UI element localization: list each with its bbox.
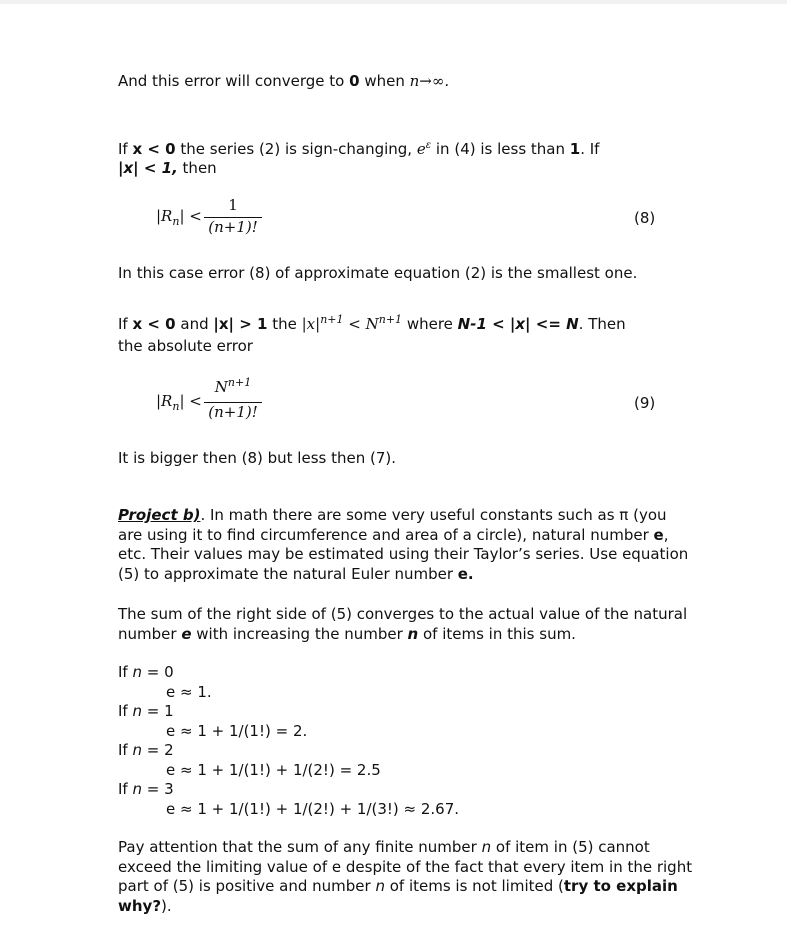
e-bold-italic: e <box>181 624 192 643</box>
equation-8: $|R_n|$ < 1 (n+1)! <box>156 198 276 242</box>
e-epsilon: $e^\varepsilon$ <box>416 140 432 158</box>
eq8-denominator: (n+1)! <box>208 218 258 236</box>
case-result: e ≈ 1 + 1/(1!) + 1/(2!) = 2.5 <box>166 761 381 779</box>
sign-changing-line <box>118 136 599 159</box>
convergence-line <box>118 71 449 91</box>
text: And this error will converge to <box>118 72 350 90</box>
eq8-numerator: 1 <box>228 196 238 214</box>
case-line: In this case error (8) of approximate equation (2) is the smallest one. <box>118 264 638 282</box>
text: If <box>118 140 133 158</box>
e-bold: e <box>653 525 664 544</box>
equation-9: $|R_n|$ < $N^{n+1}$ (n+1)! <box>156 376 276 424</box>
explain-bold: try to explain why? <box>118 877 678 915</box>
large-x-line: If x < 0 and |x| > 1 the $|x|^{n+1} < N^{n+1}$ where N-1 < |x| <= N. Then <box>118 313 626 333</box>
condition-bold: x < 0 <box>132 315 176 333</box>
abs-condition-line <box>118 158 217 178</box>
text: in (4) is less than <box>431 140 570 158</box>
top-border <box>0 0 787 4</box>
case-condition: If n = 3 <box>118 780 174 798</box>
case-condition: If n = 2 <box>118 741 174 759</box>
abs-condition-bold: |x| < 1, <box>118 159 178 177</box>
case-result: e ≈ 1. <box>166 683 212 701</box>
equation-8-label: (8) <box>634 209 656 227</box>
equation-9-label: (9) <box>634 394 656 412</box>
eq9-numerator: $N^{n+1}$ <box>214 376 252 396</box>
e-bold: e. <box>457 564 474 583</box>
case-result: e ≈ 1 + 1/(1!) = 2. <box>166 722 308 740</box>
absolute-error-line: the absolute error <box>118 337 253 355</box>
zero-bold: 0 <box>349 72 360 90</box>
case-condition: If n = 1 <box>118 702 174 720</box>
final-paragraph: Pay attention that the sum of any finite number n of item in (5) cannot exceed the limiting value of e despite of the fact that every item in the right part of (5) is positive and number n of items is not limited (try to explain why?). <box>118 838 693 915</box>
condition-bold: x < 0 <box>132 140 176 158</box>
eq9-denominator: (n+1)! <box>208 403 258 421</box>
abs-gt-bold: |x| > 1 <box>213 315 268 333</box>
project-title: Project b) <box>118 506 201 524</box>
case-result: e ≈ 1 + 1/(1!) + 1/(2!) + 1/(3!) ≈ 2.67. <box>166 800 460 818</box>
n-bold-italic: n <box>407 624 419 643</box>
n-range-bold: N-1 < |x| <= N <box>457 315 579 333</box>
text: when <box>359 72 410 90</box>
case-condition: If n = 0 <box>118 663 174 681</box>
text: then <box>177 159 217 177</box>
bigger-line: It is bigger then (8) but less then (7). <box>118 449 397 467</box>
power-inequality: $|x|^{n+1} < N^{n+1}$ <box>301 313 403 333</box>
project-paragraph: Project b). In math there are some very useful constants such as π (you are using it to find circumference and area of a circle), natural number e, etc. Their values may be estimated using their Taylor’s series. Use equation (5) to approximate the natural Euler number e. <box>118 506 689 583</box>
one-bold: 1 <box>569 140 581 158</box>
text: . If <box>580 140 600 158</box>
sum-paragraph: The sum of the right side of (5) converges to the actual value of the natural number e with increasing the number n of items in this sum. <box>118 605 688 643</box>
text: the series (2) is sign-changing, <box>175 140 417 158</box>
limit-expression: n→∞. <box>409 72 450 90</box>
